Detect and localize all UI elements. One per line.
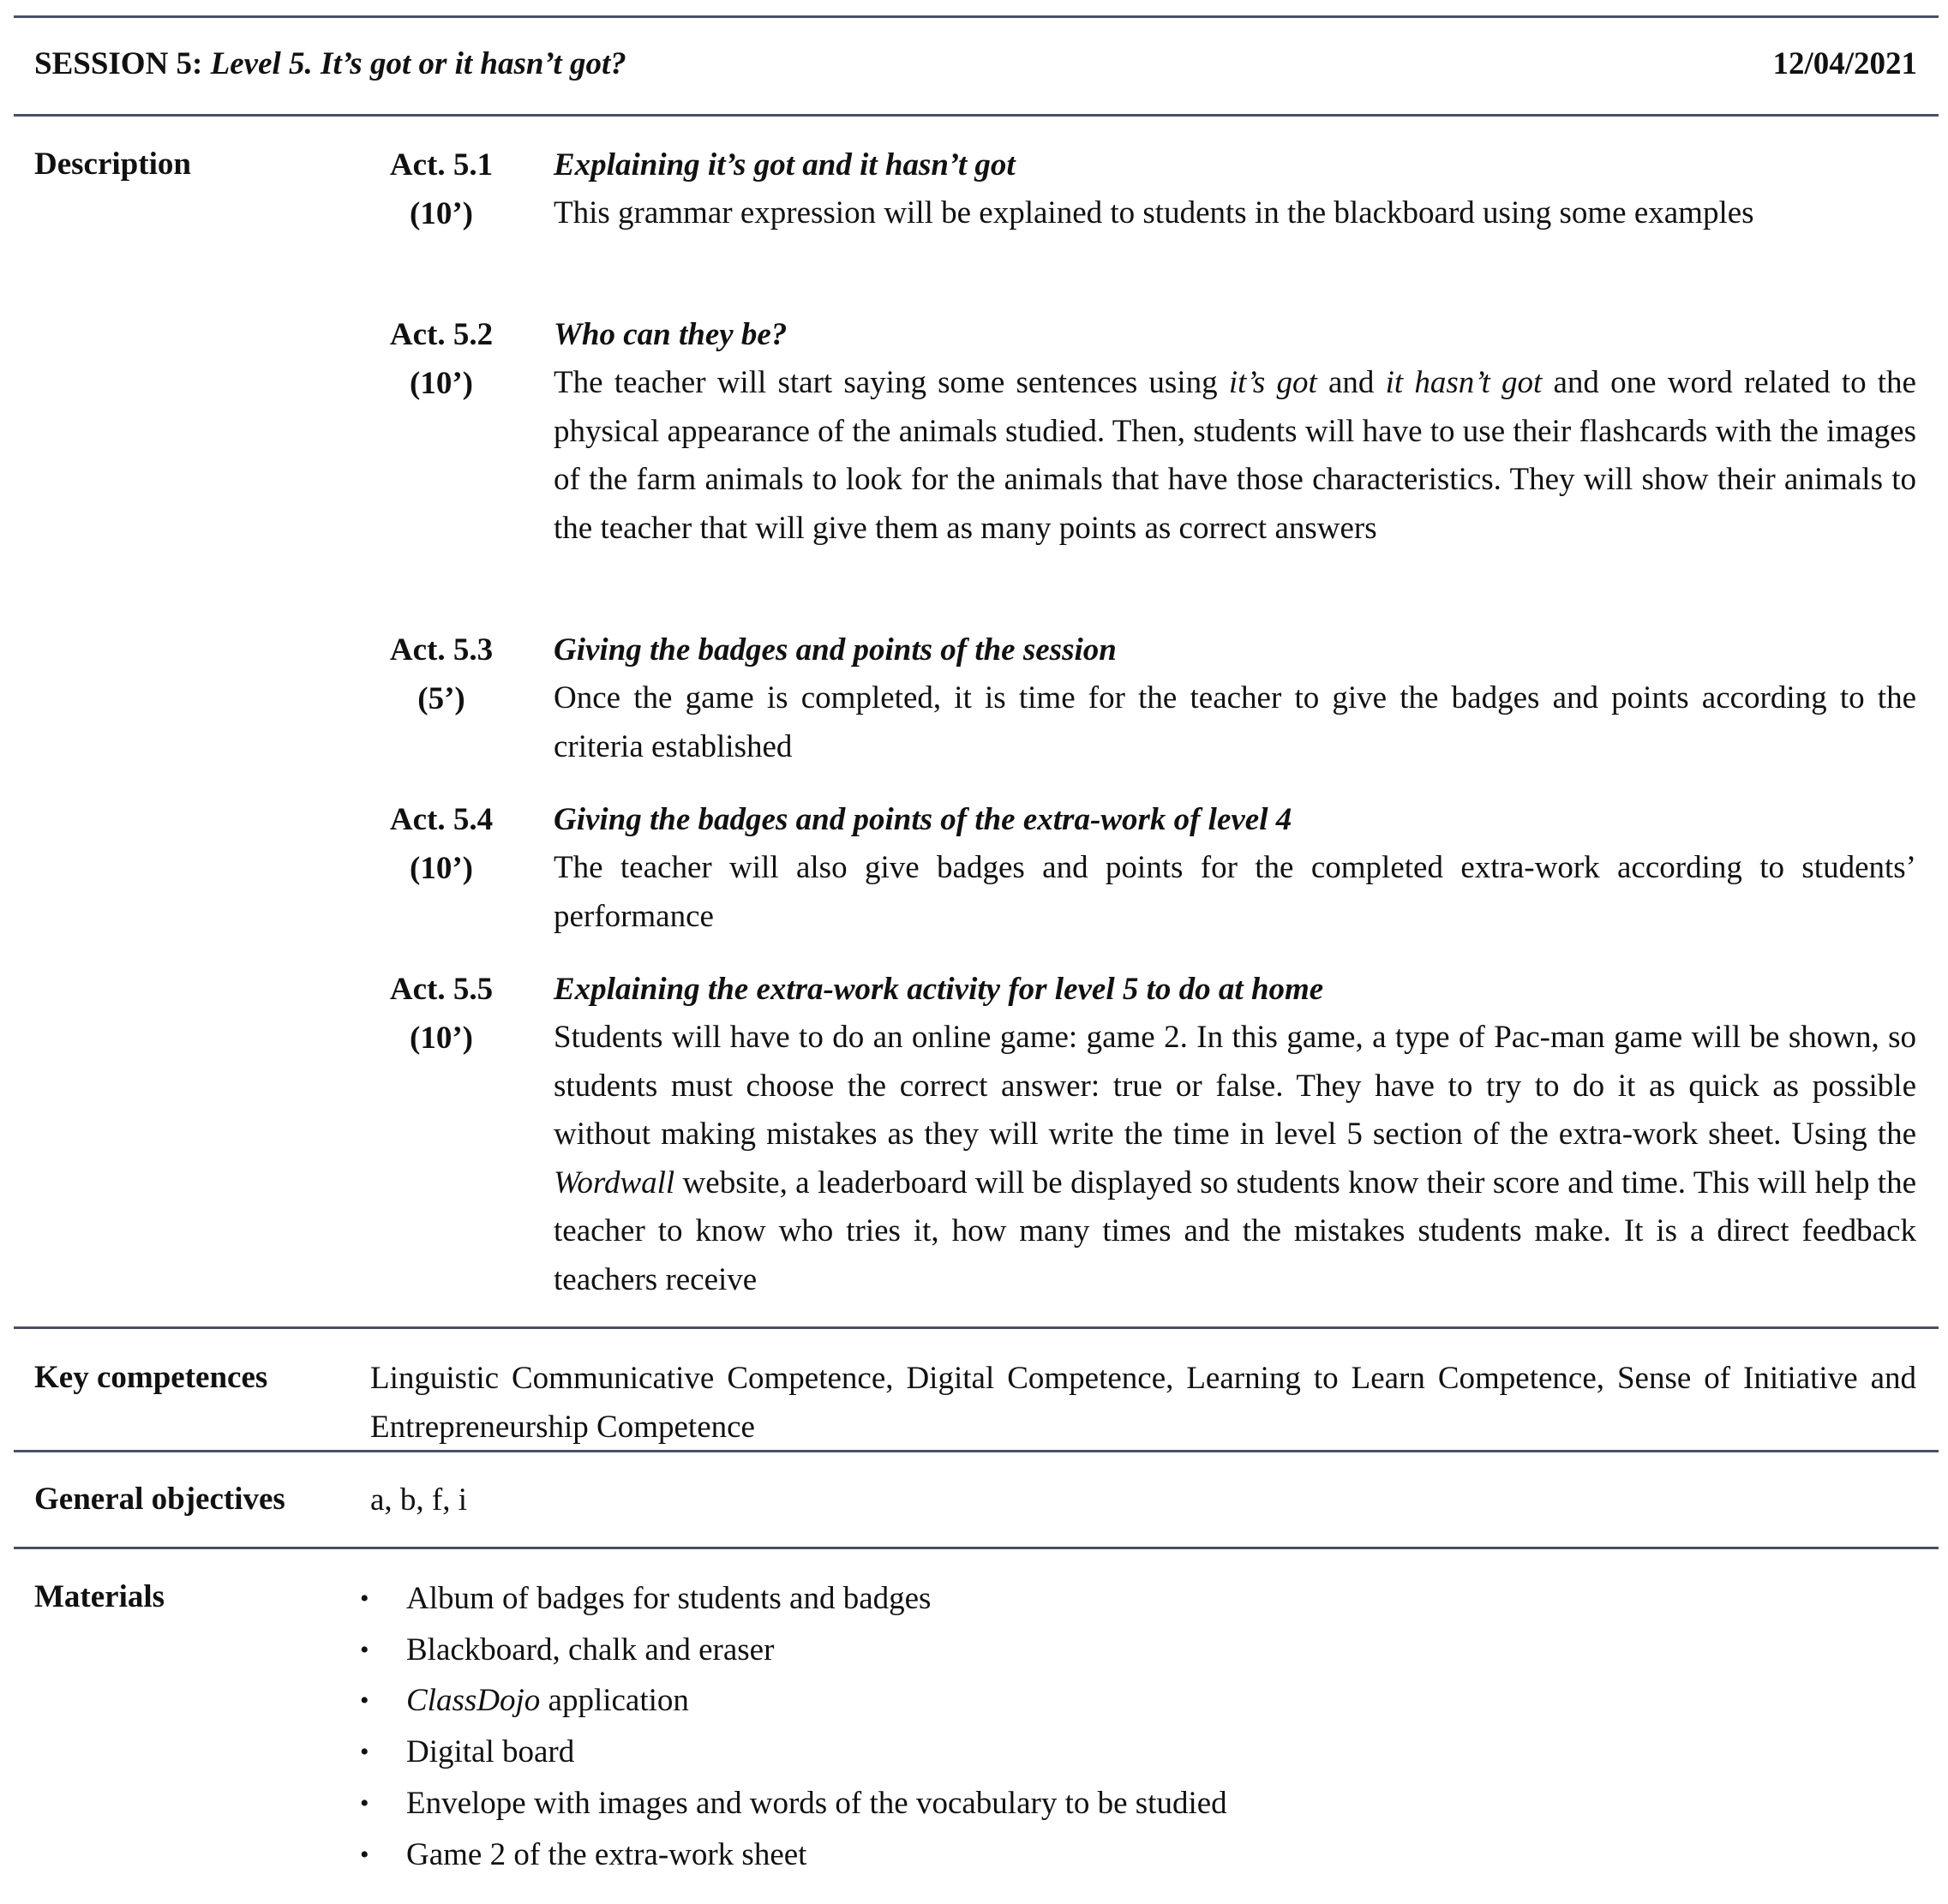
- activity-duration: (10’): [410, 1021, 473, 1056]
- activity-title: Explaining the extra-work activity for level 5 to do at home: [554, 972, 1324, 1007]
- general-objectives-value: a, b, f, i: [370, 1482, 468, 1518]
- activity-text: Once the game is completed, it is time for the teacher to give the badges and points according to the criteria established: [554, 680, 1916, 764]
- activity-text: This grammar expression will be explained to students in the blackboard using some examples: [554, 195, 1754, 231]
- materials-item-text: Digital board: [406, 1734, 575, 1770]
- materials-label: Materials: [34, 1579, 165, 1614]
- materials-item: [358, 1727, 1227, 1778]
- activity-duration: (5’): [417, 681, 465, 716]
- session-title-text: Level 5. It’s got or it hasn’t got?: [210, 46, 626, 81]
- activity-title: Giving the badges and points of the extra-work of level 4: [554, 802, 1292, 837]
- header-divider: [14, 114, 1939, 117]
- activity-duration: (10’): [410, 851, 473, 886]
- activity-number: Act. 5.3: [389, 632, 494, 668]
- materials-item: [358, 1625, 1227, 1676]
- activity-title: Who can they be?: [554, 317, 788, 352]
- materials-item-text: Game 2 of the extra-work sheet: [406, 1836, 807, 1872]
- materials-item-text: Blackboard, chalk and eraser: [406, 1632, 775, 1667]
- materials-item-text: ClassDojo application: [406, 1683, 689, 1719]
- materials-item: [358, 1675, 1227, 1727]
- description-divider: [14, 1326, 1939, 1329]
- activity-text: The teacher will also give badges and points for the completed extra-work according to students’ performance: [554, 850, 1916, 934]
- activity-title: Explaining it’s got and it hasn’t got: [554, 147, 1016, 183]
- activity-text: Students will have to do an online game: game 2. In this game, a type of Pac-man game will be shown, so students must choose the correct answer: true or false. They have to try to do it as quick as possible without making mistakes as they will write the time in level 5 section of the extra-work sheet. Using the Wordwall website, a leaderboard will be displayed so students know their score and time. This will help the teacher to know who tries it, how many times and the mistakes students make. It is a direct feedback teachers receive: [554, 1020, 1916, 1297]
- session-label: SESSION 5:: [34, 46, 203, 81]
- session-date: 12/04/2021: [1772, 46, 1917, 81]
- activity-number: Act. 5.4: [389, 802, 494, 837]
- general-objectives-divider: [14, 1547, 1939, 1549]
- activity-title: Giving the badges and points of the session: [554, 632, 1117, 668]
- key-competences-value: Linguistic Communicative Competence, Digital Competence, Learning to Learn Competence, Sense of Initiative and Entrepreneurship Competence: [370, 1361, 1916, 1445]
- bullet-icon: •: [360, 1738, 369, 1767]
- materials-item: [358, 1778, 1227, 1829]
- bullet-icon: •: [360, 1788, 369, 1817]
- general-objectives-label: General objectives: [34, 1482, 285, 1517]
- activity-number: Act. 5.1: [389, 147, 494, 183]
- activity-number: Act. 5.5: [389, 972, 494, 1007]
- bullet-icon: •: [360, 1635, 369, 1664]
- key-competences-label: Key competences: [34, 1360, 268, 1395]
- activity-duration: (10’): [410, 366, 473, 401]
- materials-item: [358, 1829, 1227, 1881]
- activity-text: The teacher will start saying some sentences using it’s got and it hasn’t got and one word related to the physical appearance of the animals studied. Then, students will have to use their flashcards with the images of the farm animals to look for the animals that have those characteristics. They will show their animals to the teacher that will give them as many points as correct answers: [554, 365, 1916, 546]
- session-title: [34, 43, 626, 86]
- bullet-icon: •: [360, 1686, 369, 1715]
- key-competences-divider: [14, 1450, 1939, 1452]
- bullet-icon: •: [360, 1840, 369, 1869]
- activity-duration: (10’): [410, 196, 473, 231]
- activity-number: Act. 5.2: [389, 317, 494, 352]
- materials-list: [358, 1573, 1227, 1880]
- materials-item-text: Album of badges for students and badges: [406, 1581, 932, 1616]
- description-label: Description: [34, 147, 191, 182]
- top-rule: [14, 15, 1939, 18]
- materials-item-text: Envelope with images and words of the vocabulary to be studied: [406, 1785, 1227, 1821]
- materials-item: [358, 1573, 1227, 1625]
- bullet-icon: •: [360, 1584, 369, 1613]
